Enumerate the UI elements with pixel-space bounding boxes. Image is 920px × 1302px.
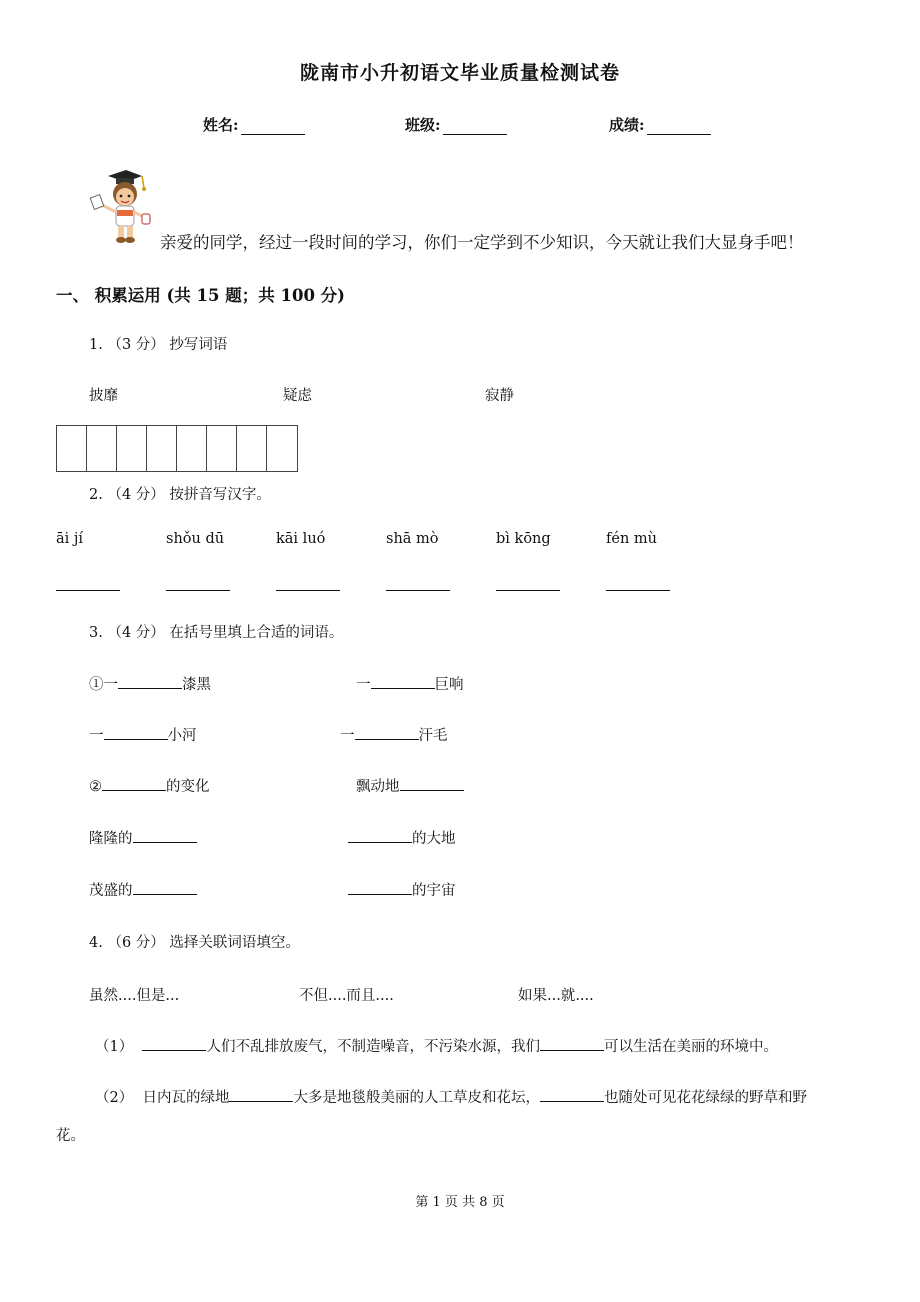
answer-blank[interactable]	[400, 776, 464, 791]
sentence-text: 也随处可见花花绿绿的野草和野	[603, 1090, 807, 1106]
fill-phrase	[356, 673, 464, 694]
phrase-prefix: ①一	[89, 677, 118, 693]
phrase-prefix: 一	[340, 728, 355, 744]
fill-phrase	[356, 775, 464, 796]
grid-cell[interactable]	[117, 426, 147, 471]
pinyin-item: āi jí	[56, 531, 84, 547]
phrase-suffix: 的宇宙	[412, 883, 456, 899]
writing-grid[interactable]	[56, 425, 298, 472]
sentence-text: 大多是地毯般美丽的人工草皮和花坛，	[293, 1090, 540, 1106]
score-label: 成绩:	[609, 116, 645, 134]
answer-blank[interactable]	[348, 880, 412, 895]
student-mascot-icon	[86, 166, 152, 246]
question-1-heading: 1. （3 分） 抄写词语	[89, 337, 228, 353]
answer-blank[interactable]	[606, 590, 670, 591]
question-3-heading: 3. （4 分） 在括号里填上合适的词语。	[89, 625, 344, 641]
sentence-text: 人们不乱排放废气，不制造噪音，不污染水源，我们	[206, 1039, 540, 1055]
fill-phrase	[89, 673, 211, 694]
phrase-prefix: 隆隆的	[89, 831, 133, 847]
question-2-heading: 2. （4 分） 按拼音写汉字。	[89, 487, 271, 503]
phrase-prefix: 一	[89, 728, 104, 744]
score-field[interactable]	[609, 114, 711, 135]
answer-blank[interactable]	[102, 776, 166, 791]
sentence-text: 可以生活在美丽的环境中。	[603, 1039, 778, 1055]
question-4-heading: 4. （6 分） 选择关联词语填空。	[89, 935, 300, 951]
greeting-text: 亲爱的同学，经过一段时间的学习，你们一定学到不少知识，今天就让我们大显身手吧！	[160, 233, 804, 252]
answer-blank[interactable]	[133, 828, 197, 843]
phrase-suffix: 的变化	[166, 779, 210, 795]
fill-phrase	[340, 724, 448, 745]
grid-cell[interactable]	[177, 426, 207, 471]
answer-blank[interactable]	[496, 590, 560, 591]
grid-cell[interactable]	[267, 426, 297, 471]
pinyin-item: shā mò	[386, 531, 439, 547]
phrase-suffix: 巨响	[434, 677, 464, 693]
name-label: 姓名:	[203, 116, 239, 134]
conjunction-option: 虽然....但是...	[89, 988, 180, 1004]
grid-cell[interactable]	[207, 426, 237, 471]
phrase-suffix: 小河	[167, 728, 197, 744]
name-field[interactable]	[203, 114, 305, 135]
answer-blank[interactable]	[142, 1036, 206, 1051]
answer-blank[interactable]	[371, 674, 435, 689]
class-blank[interactable]	[443, 118, 507, 135]
conjunction-option: 如果...就....	[518, 988, 594, 1004]
phrase-suffix: 的大地	[412, 831, 456, 847]
sentence-2-continuation: 花。	[56, 1128, 85, 1144]
fill-phrase	[89, 827, 197, 848]
fill-phrase	[348, 879, 456, 900]
answer-blank[interactable]	[133, 880, 197, 895]
answer-blank[interactable]	[104, 725, 168, 740]
sentence-1	[95, 1035, 778, 1056]
phrase-prefix: 茂盛的	[89, 883, 133, 899]
answer-blank[interactable]	[540, 1036, 604, 1051]
sentence-number: （2）	[95, 1090, 134, 1106]
fill-phrase	[89, 775, 210, 796]
pinyin-item: shǒu dū	[166, 531, 225, 547]
name-blank[interactable]	[241, 118, 305, 135]
answer-blank[interactable]	[166, 590, 230, 591]
phrase-suffix: 汗毛	[418, 728, 448, 744]
answer-blank[interactable]	[229, 1087, 293, 1102]
answer-blank[interactable]	[276, 590, 340, 591]
copy-word: 寂静	[485, 388, 514, 404]
phrase-prefix: ②	[89, 779, 102, 795]
sentence-text: 日内瓦的绿地	[142, 1090, 230, 1106]
grid-cell[interactable]	[237, 426, 267, 471]
pinyin-item: fén mù	[606, 531, 657, 547]
answer-blank[interactable]	[348, 828, 412, 843]
conjunction-option: 不但....而且....	[299, 988, 394, 1004]
sentence-number: （1）	[95, 1039, 134, 1055]
page-title: 陇南市小升初语文毕业质量检测试卷	[299, 62, 620, 84]
phrase-prefix: 飘动地	[356, 779, 400, 795]
answer-blank[interactable]	[355, 725, 419, 740]
fill-phrase	[348, 827, 456, 848]
pinyin-item: kāi luó	[276, 531, 326, 547]
copy-word: 疑虑	[283, 388, 312, 404]
sentence-2	[95, 1086, 807, 1107]
answer-blank[interactable]	[56, 590, 120, 591]
section-heading: 一、 积累运用 (共 15 题；共 100 分)	[56, 286, 345, 305]
answer-blank[interactable]	[386, 590, 450, 591]
score-blank[interactable]	[647, 118, 711, 135]
class-field[interactable]	[405, 114, 507, 135]
answer-blank[interactable]	[540, 1087, 604, 1102]
grid-cell[interactable]	[87, 426, 117, 471]
fill-phrase	[89, 879, 197, 900]
copy-word: 披靡	[89, 388, 118, 404]
grid-cell[interactable]	[57, 426, 87, 471]
page-number: 第 1 页 共 8 页	[415, 1195, 505, 1210]
pinyin-item: bì kōng	[496, 531, 551, 547]
fill-phrase	[89, 724, 197, 745]
phrase-prefix: 一	[356, 677, 371, 693]
phrase-suffix: 漆黑	[182, 677, 211, 693]
class-label: 班级:	[405, 116, 441, 134]
answer-blank[interactable]	[118, 674, 182, 689]
grid-cell[interactable]	[147, 426, 177, 471]
